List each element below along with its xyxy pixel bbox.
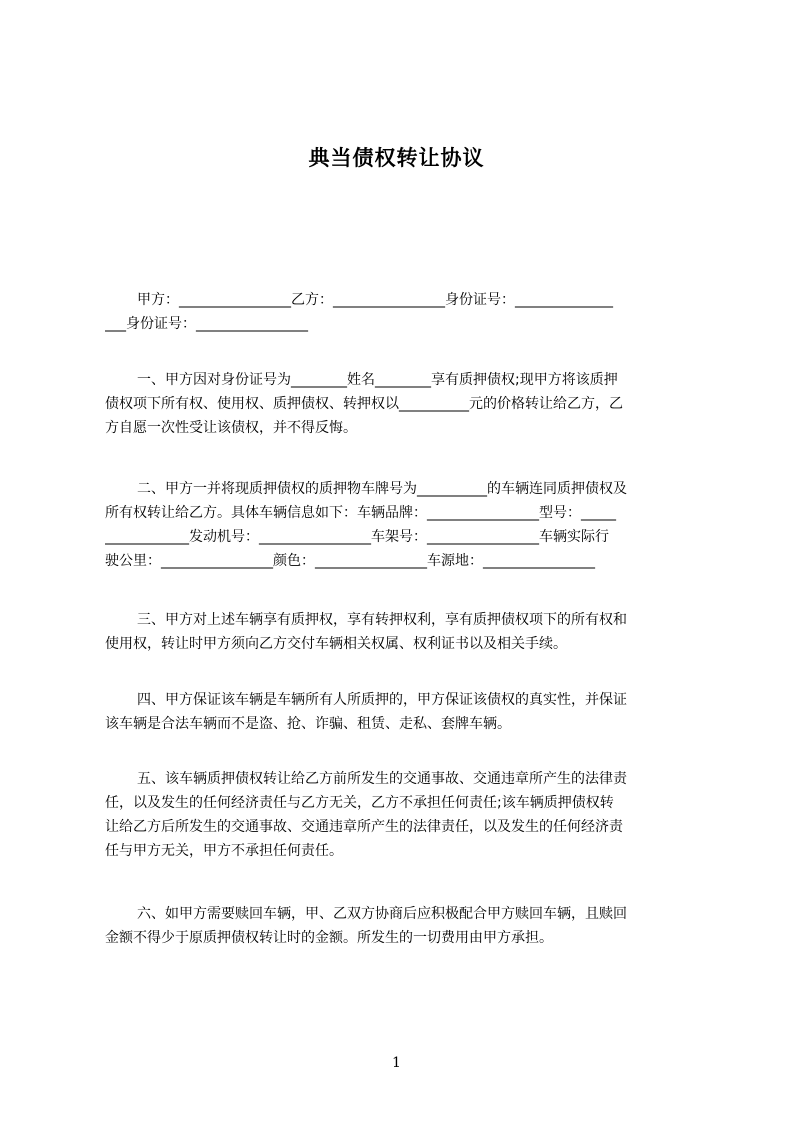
clause-2 xyxy=(105,477,700,573)
text-line: 一、甲方因对身份证号为________姓名________享有质押债权;现甲方将该质押 xyxy=(137,372,618,388)
text-line: 金额不得少于原质押债权转让时的金额。所发生的一切费用由甲方承担。 xyxy=(105,930,553,946)
text-line: 使用权，转让时甲方须向乙方交付车辆相关权属、权利证书以及相关手续。 xyxy=(105,636,567,652)
page-number: 1 xyxy=(392,1055,401,1071)
text-line: 任，以及发生的任何经济责任与乙方无关，乙方不承担任何责任;该车辆质押债权转 xyxy=(105,795,614,811)
text-line: 六、如甲方需要赎回车辆，甲、乙双方协商后应积极配合甲方赎回车辆，且赎回 xyxy=(137,906,627,922)
document-title: 典当债权转让协议 xyxy=(308,146,485,170)
text-line: 甲方：________________乙方：________________身份证号：______________ xyxy=(137,292,613,308)
text-line: 债权项下所有权、使用权、质押债权、转押权以__________元的价格转让给乙方，乙 xyxy=(105,396,623,412)
clause-6 xyxy=(105,902,700,950)
text-line: 所有权转让给乙方。具体车辆信息如下：车辆品牌：________________型号：_____ xyxy=(105,505,616,521)
text-line: 让给乙方后所发生的交通事故、交通违章所产生的法律责任，以及发生的任何经济责 xyxy=(105,819,623,835)
text-line: 方自愿一次性受让该债权，并不得反悔。 xyxy=(105,420,357,436)
clause-1 xyxy=(105,368,700,440)
text-line: ___身份证号：________________ xyxy=(105,316,308,332)
text-line: 三、甲方对上述车辆享有质押权，享有转押权利，享有质押债权项下的所有权和 xyxy=(137,612,627,628)
text-line: ____________发动机号：________________车架号：________________车辆实际行 xyxy=(105,529,609,545)
text-line: 二、甲方一并将现质押债权的质押物车牌号为__________的车辆连同质押债权及 xyxy=(137,481,627,497)
text-line: 四、甲方保证该车辆是车辆所有人所质押的，甲方保证该债权的真实性，并保证 xyxy=(137,692,627,708)
text-line: 任与甲方无关，甲方不承担任何责任。 xyxy=(105,843,343,859)
text-line: 五、该车辆质押债权转让给乙方前所发生的交通事故、交通违章所产生的法律责 xyxy=(137,771,627,787)
text-line: 驶公里：________________颜色：________________车源地：________________ xyxy=(105,553,595,569)
text-line: 该车辆是合法车辆而不是盗、抢、诈骗、租赁、走私、套牌车辆。 xyxy=(105,716,511,732)
clause-3 xyxy=(105,608,700,656)
clause-4 xyxy=(105,688,700,736)
parties-paragraph xyxy=(105,288,700,336)
clause-5 xyxy=(105,767,700,863)
